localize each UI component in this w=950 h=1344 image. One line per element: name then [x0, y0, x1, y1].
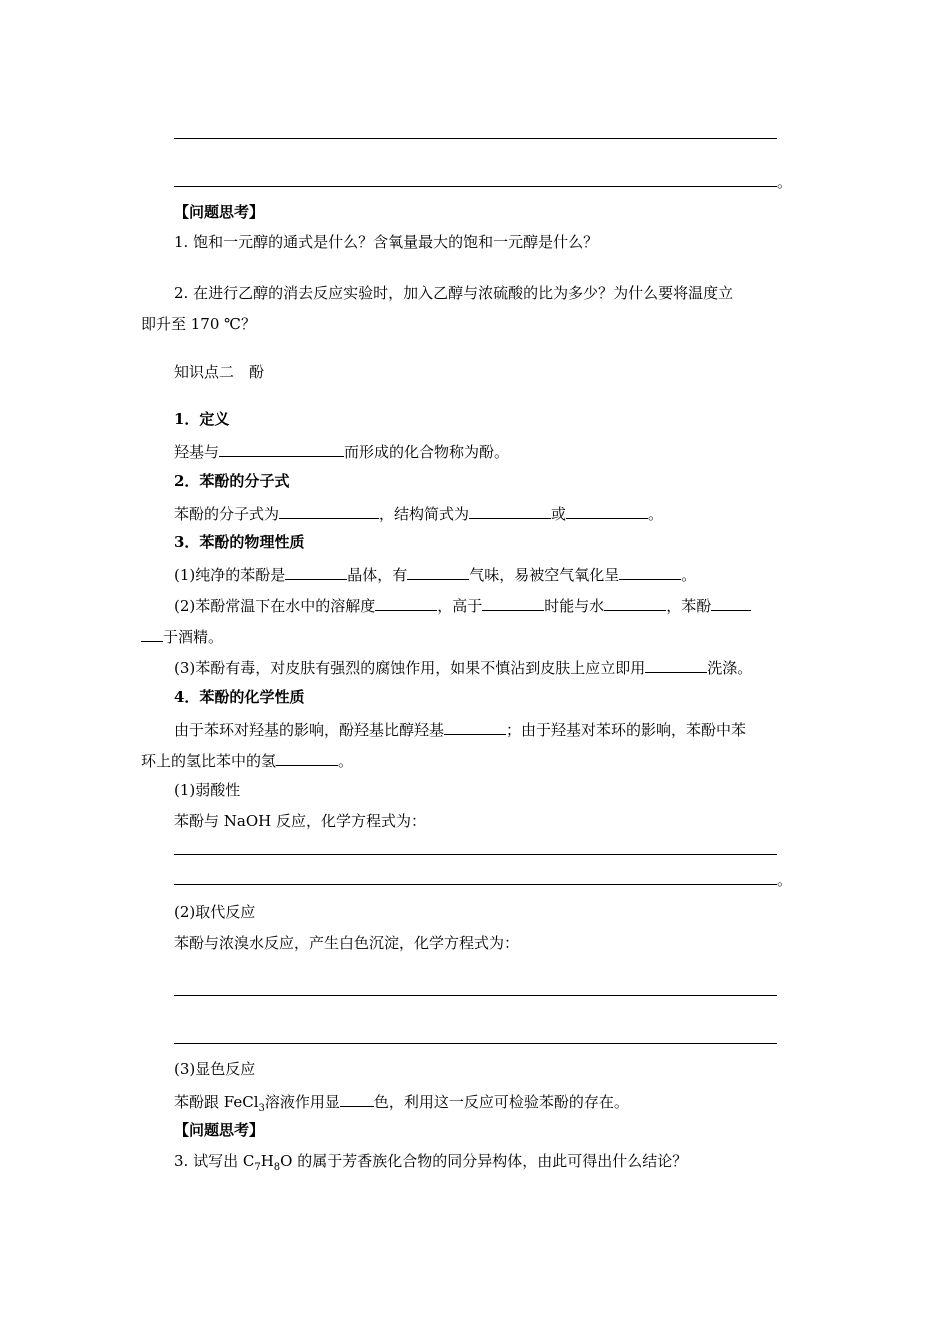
blank[interactable] [604, 594, 666, 611]
blank[interactable] [482, 594, 544, 611]
blank[interactable] [566, 502, 648, 519]
section-3-item-2: (2)苯酚常温下在水中的溶解度 ，高于 时能与水 ，苯酚 [174, 594, 751, 616]
blank[interactable] [645, 656, 707, 673]
section-4-1-text: 苯酚与 NaOH 反应，化学方程式为： [174, 812, 426, 830]
blank[interactable] [219, 440, 344, 457]
blank[interactable] [340, 1090, 374, 1107]
blank[interactable] [444, 718, 506, 735]
answer-line-6 [174, 1029, 777, 1049]
section-4-title: 4．苯酚的化学性质 [174, 688, 305, 706]
blank[interactable] [407, 563, 469, 580]
section-4-1-title: (1)弱酸性 [174, 781, 241, 799]
question-header-1: 【问题思考】 [174, 203, 265, 221]
blank[interactable] [469, 502, 551, 519]
section-4-3-title: (3)显色反应 [174, 1060, 256, 1078]
section-3-item-1: (1)纯净的苯酚是 晶体，有 气味，易被空气氧化呈 。 [174, 563, 696, 585]
section-1-title: 1．定义 [174, 410, 230, 428]
section-4-3-text: 苯酚跟 FeCl$_3$溶液作用显 色，利用这一反应可检验苯酚的存在。 [174, 1090, 629, 1119]
section-1-text: 羟基与 而形成的化合物称为酚。 [174, 440, 509, 462]
knowledge-point-title: 知识点二 酚 [174, 363, 265, 381]
section-3-item-2-cont: 于酒精。 [141, 625, 223, 647]
period: 。 [777, 871, 793, 889]
question-header-2: 【问题思考】 [174, 1121, 265, 1139]
question-1: 1. 饱和一元醇的通式是什么？含氧量最大的饱和一元醇是什么？ [174, 233, 599, 251]
section-2-title: 2．苯酚的分子式 [174, 472, 290, 490]
question-3: 3. 试写出 $C_7H_8O$ 的属于芳香族化合物的同分异构体，由此可得出什么结论？ [174, 1152, 688, 1173]
answer-line-2 [174, 172, 792, 192]
blank[interactable] [285, 563, 347, 580]
answer-line-1 [174, 124, 777, 144]
blank[interactable] [279, 502, 379, 519]
question-2-line-1: 2. 在进行乙醇的消去反应实验时，加入乙醇与浓硫酸的比为多少？为什么要将温度立 [174, 284, 734, 302]
section-4-text-1: 由于苯环对羟基的影响，酚羟基比醇羟基 ；由于羟基对苯环的影响，苯酚中苯 [174, 718, 746, 740]
question-2-line-2: 即升至 170 ℃？ [141, 315, 256, 333]
blank[interactable] [141, 625, 163, 642]
blank[interactable] [711, 594, 751, 611]
section-3-item-3: (3)苯酚有毒，对皮肤有强烈的腐蚀作用，如果不慎沾到皮肤上应立即用 洗涤。 [174, 656, 752, 678]
answer-line-4 [174, 870, 792, 890]
section-3-title: 3．苯酚的物理性质 [174, 533, 305, 551]
section-4-2-title: (2)取代反应 [174, 903, 256, 921]
section-2-text: 苯酚的分子式为 ，结构简式为 或 。 [174, 502, 663, 524]
answer-line-3 [174, 840, 777, 860]
blank[interactable] [375, 594, 437, 611]
blank[interactable] [619, 563, 681, 580]
period: 。 [777, 173, 793, 191]
answer-line-5 [174, 981, 777, 1001]
blank[interactable] [276, 749, 338, 766]
section-4-text-2: 环上的氢比苯中的氢 。 [141, 749, 353, 771]
section-4-2-text: 苯酚与浓溴水反应，产生白色沉淀，化学方程式为： [174, 934, 520, 952]
